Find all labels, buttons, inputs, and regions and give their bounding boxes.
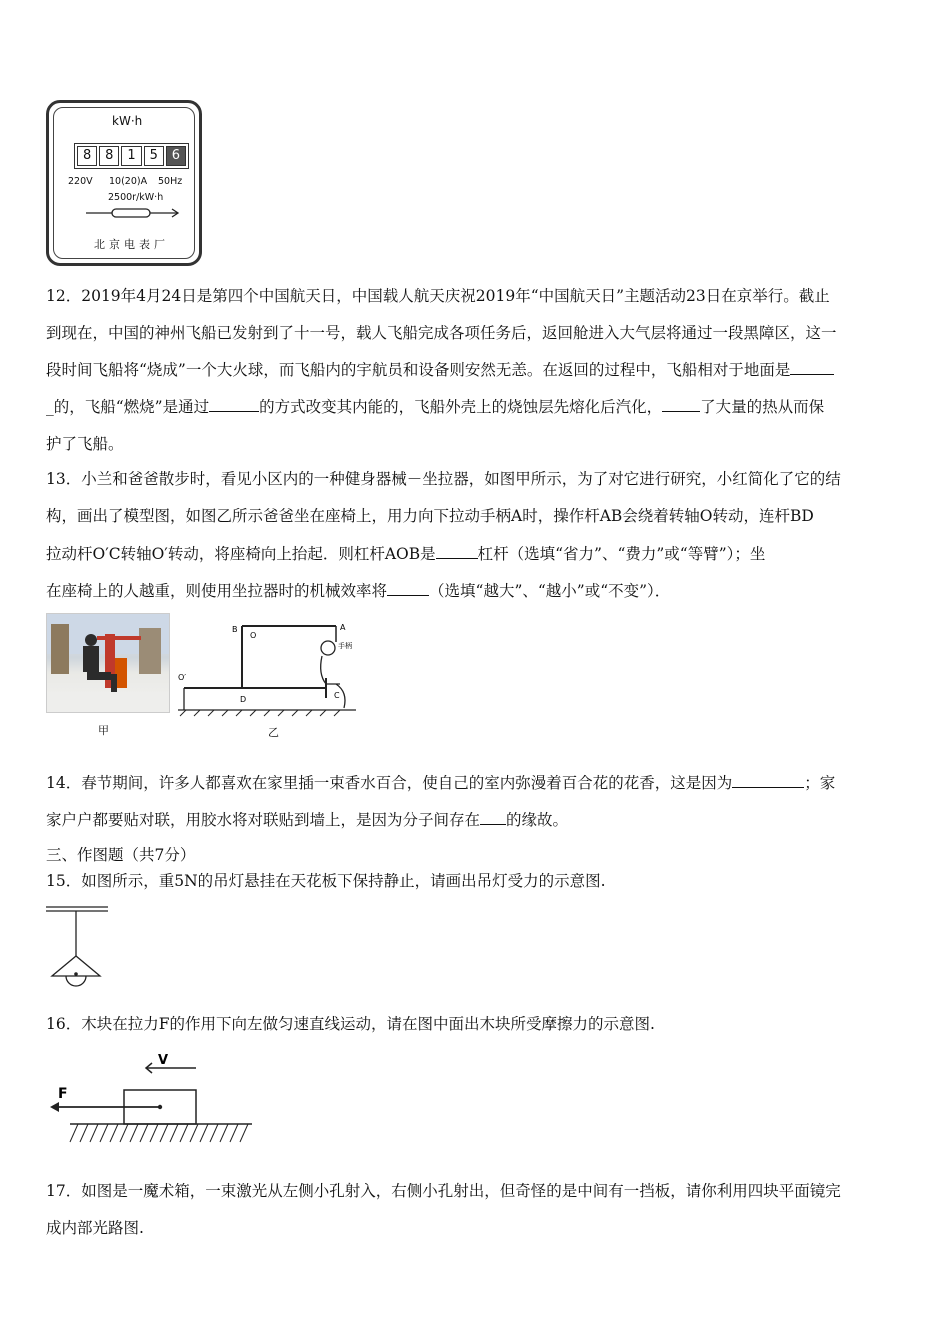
q17-line-1: 17．如图是一魔术箱，一束激光从左侧小孔射入，右侧小孔射出，但奇怪的是中间有一挡板，请你利用四块平面镜完 — [46, 1182, 841, 1200]
q16-text: 16．木块在拉力F的作用下向左做匀速直线运动，请在图中面出木块所受摩擦力的示意图. — [46, 1015, 655, 1033]
label-A: A — [340, 623, 346, 632]
figure-label-yi: 乙 — [268, 726, 279, 739]
q14-line-1 — [46, 771, 835, 793]
person-body — [321, 656, 340, 684]
answer-blank — [662, 397, 700, 412]
q12-line-3 — [46, 358, 834, 380]
lamp-bulb — [66, 976, 86, 986]
meter-frame — [53, 107, 195, 259]
lamp-center-point — [74, 972, 78, 976]
q13-text: 杠杆（选填“省力”、“费力”或“等臂”）；坐 — [477, 545, 766, 563]
q13-line-2: 构，画出了模型图，如图乙所示爸爸坐在座椅上，用力向下拉动手柄A时，操作杆AB会绕着转轴O转动，连杆BD — [46, 507, 814, 525]
figure-label-jia: 甲 — [98, 724, 109, 737]
block-friction-diagram — [46, 1050, 256, 1146]
meter-voltage: 220V — [68, 176, 93, 187]
meter-rate: 2500r/kW·h — [108, 192, 164, 203]
meter-digit: 8 — [99, 146, 119, 166]
q12-text: _的，飞船“燃烧”是通过 — [46, 398, 210, 416]
lever-model-diagram — [176, 612, 360, 722]
q13-line-4 — [46, 579, 670, 601]
answer-blank — [790, 360, 834, 375]
answer-blank — [387, 581, 429, 596]
meter-current: 10(20)A — [109, 176, 148, 187]
meter-digit: 8 — [77, 146, 97, 166]
hanging-lamp-diagram — [46, 904, 110, 992]
answer-blank — [209, 397, 259, 412]
ground-hatching — [180, 710, 340, 716]
q12-line-3-text: 段时间飞船将“烧成”一个大火球，而飞船内的宇航员和设备则安然无恙。在返回的过程中，飞船相对于地面是 — [46, 361, 791, 379]
q14-text: ；家 — [804, 774, 836, 792]
meter-disc-icon — [84, 206, 180, 220]
label-O: O — [250, 631, 257, 640]
answer-blank — [732, 773, 804, 788]
meter-digits — [74, 143, 189, 169]
q12-text: 的方式改变其内能的，飞船外壳上的烧蚀层先熔化后汽化， — [259, 398, 663, 416]
electric-meter-figure — [46, 100, 202, 266]
label-B: B — [232, 625, 238, 634]
q12-line-1: 12．2019年4月24日是第四个中国航天日，中国载人航天庆祝2019年“中国航天日”主题活动23日在京举行。截止 — [46, 287, 830, 305]
label-C: C — [334, 691, 340, 700]
answer-blank — [436, 544, 478, 559]
q12-line-2: 到现在，中国的神州飞船已发射到了十一号，载人飞船完成各项任务后，返回舱进入大气层将通过一段黑障区，这一 — [46, 324, 837, 342]
q14-text: 的缘故。 — [506, 811, 569, 829]
q14-text: 14．春节期间，许多人都喜欢在家里插一束香水百合，使自己的室内弥漫着百合花的花香，这是因为 — [46, 774, 733, 792]
q15-text: 15．如图所示，重5N的吊灯悬挂在天花板下保持静止，请画出吊灯受力的示意图. — [46, 872, 606, 890]
q13-text: （选填“越大”、“越小”或“不变”）． — [429, 582, 671, 600]
meter-unit: kW·h — [112, 114, 143, 128]
q14-line-2 — [46, 808, 568, 830]
label-D: D — [240, 695, 247, 704]
q12-line-5: 护了飞船。 — [46, 435, 124, 453]
label-v: V — [158, 1053, 169, 1068]
label-Oprime: O′ — [178, 673, 187, 682]
person-head — [321, 641, 335, 655]
answer-blank — [480, 810, 506, 825]
meter-digit: 5 — [144, 146, 164, 166]
meter-digit-decimal: 6 — [166, 146, 186, 166]
q12-text: 了大量的热从而保 — [700, 398, 825, 416]
q12-line-4 — [46, 395, 824, 417]
label-f: F — [58, 1086, 68, 1102]
force-arrowhead — [50, 1102, 59, 1112]
ground-hatching — [70, 1124, 248, 1142]
label-handle: 手柄 — [338, 642, 352, 650]
meter-frequency: 50Hz — [158, 176, 183, 187]
q13-line-3 — [46, 542, 765, 564]
photo-scene — [47, 614, 169, 712]
q17-line-2: 成内部光路图. — [46, 1219, 144, 1237]
meter-digit: 1 — [121, 146, 141, 166]
q13-text: 在座椅上的人越重，则使用坐拉器时的机械效率将 — [46, 582, 388, 600]
section-heading: 三、作图题（共7分） — [46, 846, 196, 864]
q13-line-1: 13．小兰和爸爸散步时，看见小区内的一种健身器械－坐拉器，如图甲所示，为了对它进行研究，小红简化了它的结 — [46, 470, 841, 488]
q13-text: 拉动杆O′C转轴O′转动，将座椅向上抬起．则杠杆AOB是 — [46, 545, 436, 563]
q14-text: 家户户都要贴对联，用胶水将对联贴到墙上，是因为分子间存在 — [46, 811, 481, 829]
meter-maker: 北京电表厂 — [94, 238, 169, 251]
fitness-equipment-photo — [46, 613, 170, 713]
